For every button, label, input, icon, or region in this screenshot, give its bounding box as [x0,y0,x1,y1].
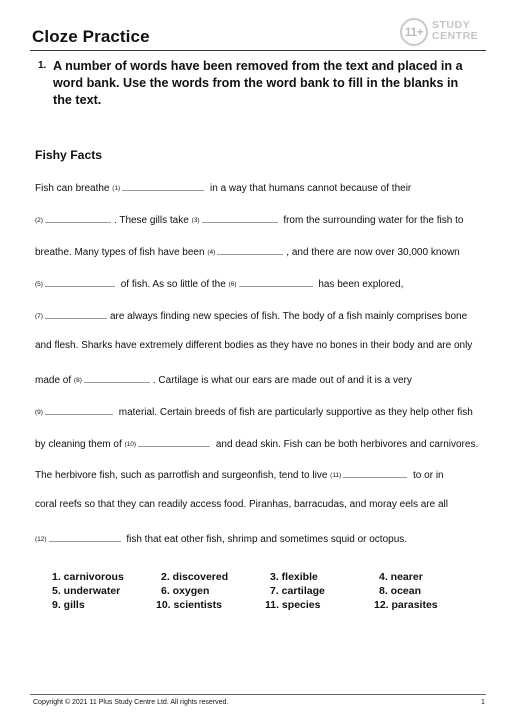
blank-label: (8) [73,377,82,384]
word-bank-item: 3. flexible [270,571,318,583]
blank-label: (7) [35,313,43,320]
blank-label: (10) [124,441,137,448]
blank-8[interactable] [84,371,150,383]
blank-label: (12) [35,536,47,543]
passage-line: (5) of fish. As so little of the (6) has been explored, [35,275,403,292]
word-bank-item: 1. carnivorous [52,571,124,583]
page-title: Cloze Practice [32,27,150,46]
blank-label: (1) [112,185,121,192]
word-bank-item: 11. species [265,599,321,611]
blank-label: (3) [191,217,200,224]
blank-5[interactable] [45,275,115,287]
page-number: 1 [481,699,485,706]
word-bank-item: 7. cartilage [270,585,325,597]
footer-divider [30,694,486,695]
logo-wordmark: STUDY CENTRE [432,19,479,42]
passage-line: Fish can breathe (1) in a way that humans cannot because of their [35,179,411,196]
blank-4[interactable] [217,243,283,255]
blank-6[interactable] [239,275,313,287]
study-centre-logo [400,18,484,50]
blank-3[interactable] [202,211,278,223]
word-bank-item: 4. nearer [379,571,423,583]
blank-2[interactable] [45,211,111,223]
copyright-notice: Copyright © 2021 11 Plus Study Centre Ltd. All rights reserved. [33,699,229,706]
word-bank-item: 8. ocean [379,585,422,597]
blank-9[interactable] [45,403,113,415]
blank-label: (2) [35,217,43,224]
question-instructions: A number of words have been removed from the text and placed in a word bank. Use the words from the word bank to fill in the blanks in the text. [53,59,463,107]
word-bank-item: 2. discovered [161,571,229,583]
blank-1[interactable] [122,179,204,191]
word-bank-item: 5. underwater [52,585,121,597]
passage-line: breathe. Many types of fish have been (4) , and there are now over 30,000 known [35,243,460,260]
word-bank-item: 9. gills [52,599,85,611]
blank-label: (6) [228,281,237,288]
blank-12[interactable] [49,530,121,542]
passage-line: (9) material. Certain breeds of fish are particularly supportive as they help other fish [35,403,473,420]
section-title: Fishy Facts [35,148,103,162]
blank-7[interactable] [45,307,107,319]
passage-line: and flesh. Sharks have extremely different bodies as they have no bones in their body and are only [35,340,473,351]
blank-11[interactable] [343,466,407,478]
passage-line: (7) are always finding new species of fish. The body of a fish mainly comprises bone [35,307,467,324]
title-divider [30,50,486,51]
logo-badge-icon: 11+ [400,18,428,46]
blank-10[interactable] [138,435,210,447]
question-number: 1. [38,60,47,71]
passage-line: coral reefs so that they can readily access food. Piranhas, barracudas, and moray eels are all [35,499,448,510]
passage-line: The herbivore fish, such as parrotfish and surgeonfish, tend to live (11) to or in [35,466,444,483]
passage-line: by cleaning them of (10) and dead skin. Fish can be both herbivores and carnivores. [35,435,478,452]
blank-label: (11) [330,472,342,479]
passage-line: (2) . These gills take (3) from the surrounding water for the fish to [35,211,463,228]
word-bank-item: 12. parasites [374,599,438,611]
blank-label: (9) [35,409,43,416]
word-bank-item: 6. oxygen [161,585,210,597]
passage-line: made of (8) . Cartilage is what our ears are made out of and it is a very [35,371,412,388]
blank-label: (4) [207,249,216,256]
passage-line: (12) fish that eat other fish, shrimp and sometimes squid or octopus. [35,530,407,547]
word-bank-item: 10. scientists [156,599,222,611]
blank-label: (5) [35,281,43,288]
